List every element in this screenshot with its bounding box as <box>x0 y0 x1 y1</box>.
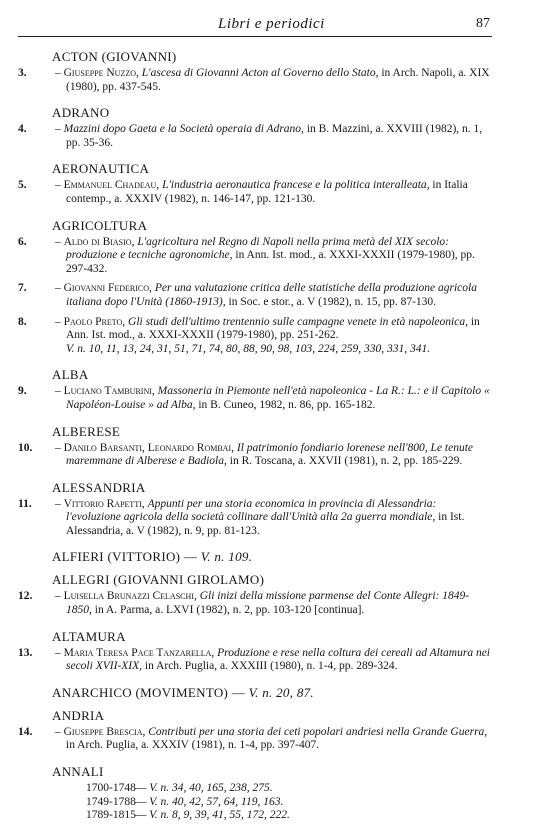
entry-source: in Ann. Ist. mod., a. XXXI-XXXII (1979-1980), pp. 251-262. <box>66 315 480 342</box>
entry-author: Emmanuel Chadeau, <box>63 179 160 192</box>
section-heading <box>52 423 550 440</box>
entry-title: Contributi per una storia dei ceti popolari andriesi nella Grande Guerra, <box>148 725 488 738</box>
section-heading: ANNALI <box>52 764 104 780</box>
entry-title: L'ascesa di Giovanni Acton al Governo dello Stato, <box>141 67 379 79</box>
section-heading <box>52 684 550 701</box>
entry-source: in Soc. e stor., a. V (1982), n. 15, pp. 87-130. <box>228 295 437 308</box>
entry-title: Massoneria in Piemonte nell'età napoleonica - La R.: L.: e il Capitolo « Napoléon-Louise » ad Alba, <box>66 385 490 411</box>
page-number: 87 <box>476 16 490 31</box>
entry-number: 6. <box>18 235 27 248</box>
section-heading <box>52 48 550 65</box>
cross-reference: V. n. 20, 87. <box>248 684 314 700</box>
entry-number: 3. <box>18 67 27 79</box>
entry-source: in Ann. Ist. mod., a. XXXI-XXXII (1979-1980), pp. 297-432. <box>66 249 475 275</box>
bibliography-entry: 4. – Mazzini dopo Gaeta e la Società operaia di Adrano, in B. Mazzini, a. XXVIII (1982), n. 1, pp. 35-36. <box>18 123 483 149</box>
entry-number: 12. <box>18 590 33 603</box>
bibliography-entry: 6. – Aldo di Biasio, L'agricoltura nel Regno di Napoli nella prima metà del XIX secolo: produzione e tecniche agronomiche, in Ann. Ist. mod., a. XXXI-XXXII (1979-1980), pp. 297-432. <box>18 235 475 275</box>
bibliography-entry: 10. – Danilo Barsanti, Leonardo Rombai, Il patrimonio fondiario lorenese nell'800, Le tenute maremmane di Alberese e Badiola, in R. Toscana, a. XXVII (1981), n. 2, pp. 185-229. <box>18 441 474 468</box>
entry-author: Vittorio Rapetti, <box>63 497 145 510</box>
heading-text: ALFIERI (VITTORIO) — <box>52 549 198 565</box>
cross-reference: V. n. 109. <box>200 549 253 565</box>
entry-title: Appunti per una storia economica in provincia di Alessandria: l'evoluzione agricola della società collinare dall'Unità alla 2a guerra mondiale, <box>66 497 437 524</box>
section-heading <box>52 217 550 234</box>
entry-author: Luciano Tamburini, <box>63 385 155 398</box>
bibliography-entry: 5. – Emmanuel Chadeau, L'industria aeronautica francese e la politica interalleata, in Italia contemp., a. XXXIV (1982), n. 146-147, pp. 121-130. <box>18 179 468 205</box>
entry-author: Giuseppe Nuzzo, <box>63 67 139 79</box>
entry-source: in Ist. Alessandria, a. V (1982), n. 9, pp. 81-123. <box>66 511 465 537</box>
heading-text: ALTAMURA <box>52 628 126 644</box>
heading-text: ACTON (GIOVANNI) <box>52 49 177 64</box>
entry-author: Paolo Preto, <box>63 315 126 328</box>
entry-number: 13. <box>18 646 33 659</box>
section-heading <box>52 571 550 588</box>
heading-text: ALLEGRI (GIOVANNI GIROLAMO) <box>52 572 265 588</box>
bibliography-entry: 7. – Giovanni Federico, Per una valutazione critica delle statistiche della produzione agricola italiana dopo l'Unità (1860-1913), in Soc. e stor., a. V (1982), n. 15, pp. 87-130. <box>18 282 477 308</box>
section-heading <box>52 479 550 496</box>
annali-list <box>86 782 550 823</box>
annali-period: 1700-1748 <box>86 782 136 795</box>
heading-text: ALESSANDRIA <box>52 479 146 495</box>
running-title: Libri e periodici <box>218 16 325 32</box>
heading-text: ALBA <box>52 367 89 383</box>
running-header <box>18 16 492 37</box>
entry-number: 9. <box>18 385 27 398</box>
heading-text: ANARCHICO (MOVIMENTO) — <box>52 684 245 700</box>
entry-author: Aldo di Biasio, <box>63 235 135 248</box>
section-heading <box>52 548 550 565</box>
entry-number: 8. <box>18 315 27 328</box>
entry-source: in B. Cuneo, 1982, n. 86, pp. 165-182. <box>198 398 376 411</box>
bibliography-entry: 13. – Maria Teresa Pace Tanzarella, Produzione e rese nella coltura dei cereali ad Altamura nei secoli XVII-XIX, in Arch. Puglia, a. XXXIII (1980), n. 1-4, pp. 289-324. <box>18 646 491 673</box>
entry-number: 14. <box>18 725 33 738</box>
annali-refs: V. n. 40, 42, 57, 64, 119, 163. <box>149 795 284 808</box>
entry-source: in Italia contemp., a. XXXIV (1982), n. 146-147, pp. 121-130. <box>66 179 468 205</box>
entry-source: in Arch. Puglia, a. XXXIV (1981), n. 1-4, pp. 397-407. <box>66 739 320 752</box>
entry-cross-reference: V. n. 10, 11, 13, 24, 31, 51, 71, 74, 80, 88, 90, 98, 103, 224, 259, 330, 331, 341. <box>66 342 431 355</box>
entry-source: in B. Mazzini, a. XXVIII (1982), n. 1, pp. 35-36. <box>66 123 483 149</box>
entry-author: Luisella Brunazzi Celaschi, <box>63 590 197 603</box>
entry-title: Per una valutazione critica delle statistiche della produzione agricola italiana dopo l'Unità (1860-1913), <box>66 282 477 308</box>
entry-source: in A. Parma, a. LXVI (1982), n. 2, pp. 103-120 [continua]. <box>94 604 365 617</box>
annali-row: 1700-1748 — V. n. 34, 40, 165, 238, 275. <box>86 782 273 795</box>
bibliography-entry: 8. – Paolo Preto, Gli studi dell'ultimo trentennio sulle campagne venete in età napoleonica, in Ann. Ist. mod., a. XXXI-XXXII (1979-1980), pp. 251-262. V. n. 10, 11, 13, 24, 31, 51, 71, 74, 80, 88, 90, 98, 103, 224, 259, 330, 331, 341. <box>18 315 480 355</box>
bibliography-entry: 11. – Vittorio Rapetti, Appunti per una storia economica in provincia di Alessandria: l'evoluzione agricola della società collinare dall'Unità alla 2a guerra mondiale, in Ist. Alessandria, a. V (1982), n. 9, pp. 81-123. <box>18 497 465 537</box>
entry-number: 10. <box>18 441 33 454</box>
annali-row: 1749-1788 — V. n. 40, 42, 57, 64, 119, 163. <box>86 795 284 808</box>
section-heading <box>52 104 550 121</box>
heading-text: AERONAUTICA <box>52 161 150 177</box>
bibliography-entry: 9. – Luciano Tamburini, Massoneria in Piemonte nell'età napoleonica - La R.: L.: e il Capitolo « Napoléon-Louise » ad Alba, in B. Cuneo, 1982, n. 86, pp. 165-182. <box>18 385 490 411</box>
annali-refs: V. n. 8, 9, 39, 41, 55, 172, 222. <box>149 809 290 822</box>
entry-number: 11. <box>18 497 32 510</box>
section-heading <box>52 707 550 724</box>
entry-number: 7. <box>18 282 27 295</box>
entry-author: Danilo Barsanti, Leonardo Rombai, <box>63 441 234 454</box>
bibliography-entry: 14. – Giuseppe Brescia, Contributi per una storia dei ceti popolari andriesi nella Grande Guerra, in Arch. Puglia, a. XXXIV (1981), n. 1-4, pp. 397-407. <box>18 725 488 752</box>
entry-title: Mazzini dopo Gaeta e la Società operaia di Adrano, <box>63 123 304 136</box>
entry-title: Produzione e rese nella coltura dei cereali ad Altamura nei secoli XVII-XIX, <box>66 646 491 673</box>
section-heading <box>52 628 550 645</box>
entry-author: Giuseppe Brescia, <box>63 725 146 738</box>
entry-title: Gli inizi della missione parmense del Conte Allegri: 1849-1850, <box>66 590 470 617</box>
entry-source: in R. Toscana, a. XXVII (1981), n. 2, pp. 185-229. <box>229 455 463 468</box>
entry-title: L'agricoltura nel Regno di Napoli nella prima metà del XIX secolo: produzione e tecniche agronomiche, <box>66 235 449 262</box>
index-content <box>0 48 550 823</box>
heading-text: ANDRIA <box>52 707 105 723</box>
heading-text: ADRANO <box>52 105 110 121</box>
annali-row: 1789-1815 — V. n. 8, 9, 39, 41, 55, 172, 222. <box>86 809 290 822</box>
entry-source: in Arch. Napoli, a. XIX (1980), pp. 437-545. <box>66 67 490 93</box>
entry-number: 4. <box>18 123 27 136</box>
heading-text: AGRICOLTURA <box>52 217 148 233</box>
entry-source: in Arch. Puglia, a. XXXIII (1980), n. 1-4, pp. 289-324. <box>144 660 398 673</box>
bibliography-entry: 12. – Luisella Brunazzi Celaschi, Gli inizi della missione parmense del Conte Allegri: 1849-1850, in A. Parma, a. LXVI (1982), n. 2, pp. 103-120 [continua]. <box>18 590 470 617</box>
entry-title: L'industria aeronautica francese e la politica interalleata, <box>162 179 430 192</box>
entry-number: 5. <box>18 179 27 192</box>
heading-text: ALBERESE <box>52 423 121 439</box>
entry-author: Maria Teresa Pace Tanzarella, <box>63 646 215 659</box>
section-heading <box>52 366 550 383</box>
entry-title: Gli studi dell'ultimo trentennio sulle campagne venete in età napoleonica, <box>128 315 468 328</box>
annali-period: 1749-1788 <box>86 795 136 808</box>
bibliography-entry: 3. – Giuseppe Nuzzo, L'ascesa di Giovanni Acton al Governo dello Stato, in Arch. Napoli, a. XIX (1980), pp. 437-545. <box>18 67 490 93</box>
entry-title: Il patrimonio fondiario lorenese nell'800, Le tenute maremmane di Alberese e Badiola, <box>66 441 474 468</box>
entry-author: Giovanni Federico, <box>63 282 152 295</box>
annali-period: 1789-1815 <box>86 809 136 822</box>
annali-refs: V. n. 34, 40, 165, 238, 275. <box>149 782 273 795</box>
section-heading <box>52 160 550 177</box>
